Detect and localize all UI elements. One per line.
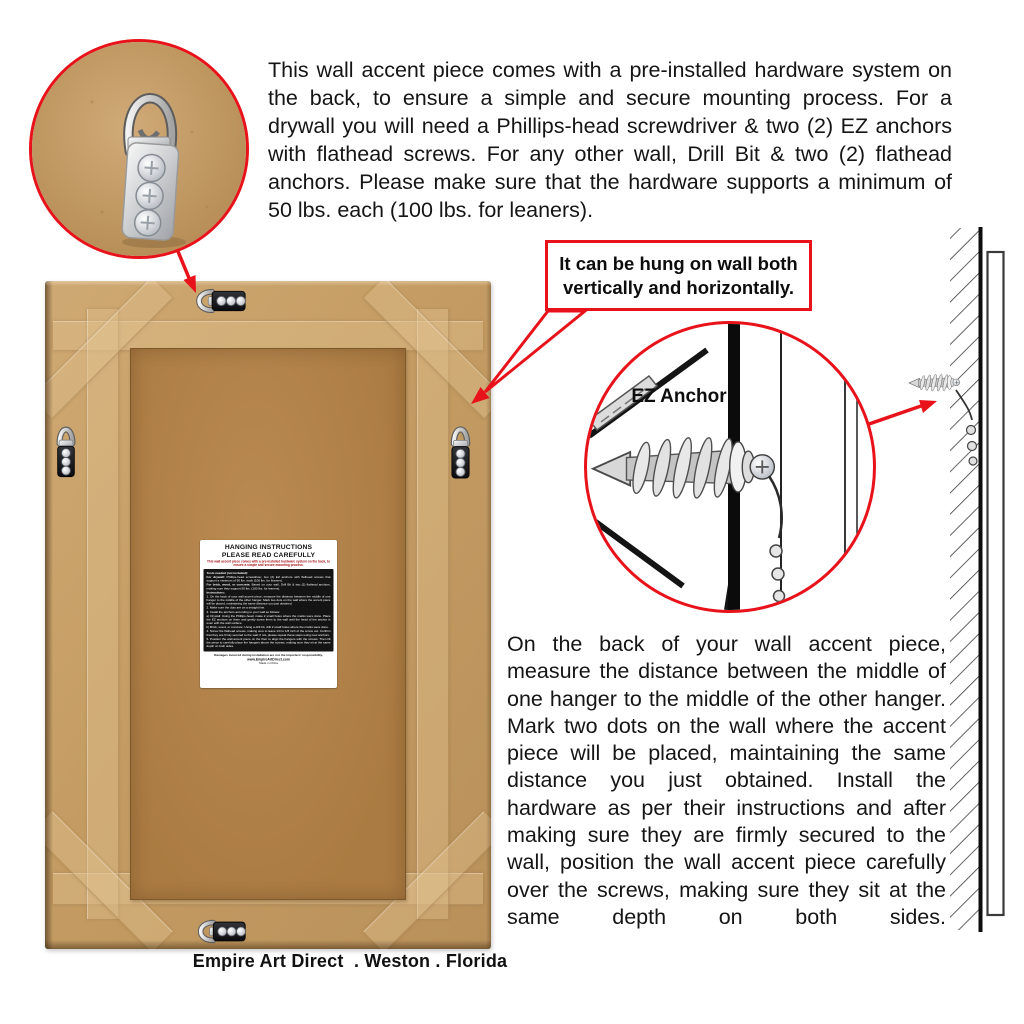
tape-strip [417,309,449,919]
ez-anchor-label: EZ Anchor [631,386,727,407]
label-step: a) Drywall: Using the Phillips-head, make 2 small holes where the marks were done. Place the EZ anchors on them and gently screw them to the wall until the head of the anchor is even with the wall surface. [206,614,331,626]
label-disclaimer: Damages incurred during installation are not the importers' responsibility. [214,653,323,658]
frame-edge-shadow [486,281,491,949]
label-tools-masonry: For brick, wood, or concrete: Based on your wall, Drill Bit & two (2) flathead anchors, making sure they support 50 lbs. (100 lbs. for leaners). [206,583,331,591]
frame-edge-shadow [45,940,491,949]
dring-hanger-left [54,418,78,478]
label-subtitle: This wall accent piece comes with a pre-installed hardware system on the back, to ensure a simple and secure mounting process. [206,560,330,567]
connector-arrowhead-ez [919,400,937,413]
label-made-in: Made in China [259,662,278,666]
frame-edge-highlight [45,281,491,286]
wall-hanger-link [968,442,977,451]
wall-hatching [950,228,979,930]
label-body [204,569,334,652]
label-step: 2. Make sure the dots are on a straight line. [206,606,266,610]
label-title-line2: PLEASE READ CAREFULLY [221,550,316,559]
hanging-instructions-label [200,540,337,688]
ez-anchor-illustration [587,324,873,610]
hatch-line [593,520,683,586]
leaning-frame [988,252,1004,915]
label-step: 3. Install the anchors according to your wall as follows: [206,610,280,614]
connector-arrow-hardware [177,249,189,278]
label-tools-heading: Tools needed (not included): [206,571,248,575]
dring-hanger-top [186,286,248,316]
callout-text-line1: It can be hung on wall both [559,253,798,274]
connector-arrow-ez [869,406,921,424]
tape-strip [87,309,119,919]
label-tools-drywall: For drywall: Phillips-head screwdriver, two (2) EZ anchors with flathead screws that support a minimum of 50 lbs. each (100 lbs. for leaners). [206,575,331,583]
label-step: 5. Position the wall accent piece on the floor to align the hangers with the screws. Then lift the piece to carefully place the hangers above the screws, making sure they sit at the same depth on both sides. [206,637,331,648]
frame-edge-shadow [45,281,53,949]
intro-paragraph: This wall accent piece comes with a pre-installed hardware system on the back, to ensure a simple and secure mounting process. For a drywall you will need a Phillips-head screwdriver & two (2) EZ anchors with flathead screws. For any other wall, Drill Bit & two (2) flathead anchors. Please make sure that the hardware supports a minimum of 50 lbs. each (100 lbs. for leaners). [268,58,952,222]
wall-hanger-wire [956,390,972,420]
ez-anchor-circle [584,321,876,613]
wall-hanger-link [967,426,976,435]
footer-caption: Empire Art Direct . Weston . Florida [192,951,508,971]
frame-back [45,281,491,949]
hanger-wire [769,476,782,538]
hatch-line [620,588,683,610]
label-step: 4. Screw the flathead screws, making sure to leave 1/4 to 1/8 inch of the screw out. Confirm that they are firmly secured to the wall; if not, please repeat these steps using new anchors. [206,629,331,637]
hanger-ring-link [770,545,782,557]
label-instructions-heading: Instructions: [206,590,225,595]
callout-tail [485,311,585,392]
label-step: 1. On the back of your wall accent piece, measure the distance between the middle of one hanger to the middle of the other hanger. Mark two dots on the wall where the accent piece will be placed, maintaining the same distance you just obtained. [206,594,331,606]
label-step: b) Brick, wood, or concrete: Using a drill bit, drill 2 small holes where the marks were done. [206,625,329,630]
hanger-ring-link [772,568,784,580]
callout-text-line2: vertically and horizontally. [563,277,794,298]
hatch-line [587,346,639,387]
hardware-zoom-circle [29,39,249,259]
dring-hanger-right [448,418,473,479]
label-website: www.EmpireArtDirect.com [247,658,290,662]
callout-box [545,240,812,311]
label-title-line1: HANGING INSTRUCTIONS [224,543,313,551]
dring-hanger-photo [32,42,246,256]
ez-anchor-body [593,436,774,499]
wall-anchor-small [909,374,960,392]
instructions-paragraph: On the back of your wall accent piece, measure the distance between the middle of one hanger to the middle of the other hanger. Mark two dots on the wall where the accent piece will be placed, maintaining the same distance you just obtained. Install the hardware as per their instructions and after making sure they are firmly secured to the wall, position the wall accent piece carefully over the screws, making sure they sit at the same depth on both sides. [507,632,946,929]
hanger-ring-link [774,591,785,602]
wall-hanger-link [969,457,977,465]
